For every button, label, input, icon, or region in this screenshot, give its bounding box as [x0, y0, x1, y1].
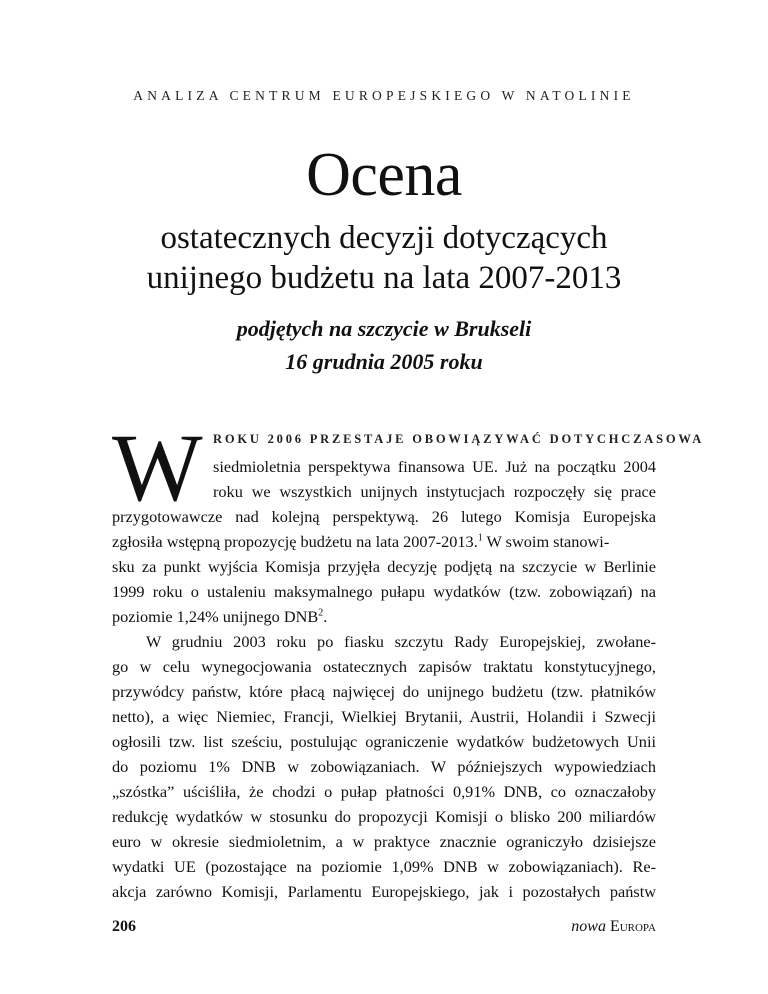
- text-line: przywódcy państw, które płacą najwięcej do unijnego budżetu (tzw. płatników: [112, 682, 656, 701]
- text-line: redukcję wydatków w stosunku do propozycji Komisji o blisko 200 miliardów: [112, 807, 656, 826]
- text-line: „szóstka” uściśliła, że chodzi o pułap płatności 0,91% DNB, co oznaczałoby: [112, 782, 656, 801]
- page-number: 206: [112, 918, 136, 935]
- text-line: [112, 529, 656, 554]
- subtitle-line-1: ostatecznych decyzji dotyczących: [160, 220, 608, 256]
- journal-name-italic: nowa: [571, 918, 606, 935]
- running-head: ANALIZA CENTRUM EUROPEJSKIEGO W NATOLINIE: [133, 88, 635, 103]
- journal-name-caps: Europa: [609, 918, 656, 935]
- text-line: 1999 roku o ustaleniu maksymalnego pułapu wydatków (tzw. zobowiązań) na: [112, 582, 656, 601]
- text-line: akcja zarówno Komisji, Parlamentu Europejskiego, jak i pozostałych państw: [112, 882, 656, 901]
- text-line: W grudniu 2003 roku po fiasku szczytu Rady Europejskiej, zwołane-: [146, 632, 656, 651]
- subsubtitle-line-2: 16 grudnia 2005 roku: [285, 349, 483, 374]
- page-title: Ocena: [306, 141, 462, 209]
- text-line: do poziomu 1% DNB w zobowiązaniach. W późniejszych wypowiedziach: [112, 757, 656, 776]
- text-segment: .: [323, 607, 328, 626]
- text-segment: poziomie 1,24% unijnego DNB: [112, 607, 319, 626]
- footnote-ref: 1: [477, 532, 483, 544]
- text-segment: W swoim stanowi-: [482, 532, 610, 551]
- subtitle: [0, 218, 768, 298]
- footnote-ref: 2: [318, 607, 324, 619]
- text-line: ogłosili tzw. list sześciu, postulując ograniczenie wydatków budżetowych Unii: [112, 732, 656, 751]
- text-line: sku za punkt wyjścia Komisja przyjęła decyzję podjętą na szczycie w Berlinie: [112, 557, 656, 576]
- text-line: wydatki UE (pozostające na poziomie 1,09% DNB w zobowiązaniach). Re-: [112, 857, 656, 876]
- text-line: siedmioletnia perspektywa finansowa UE. Już na początku 2004: [213, 457, 656, 476]
- text-line: roku we wszystkich unijnych instytucjach rozpoczęły się prace: [213, 482, 656, 501]
- journal-name: [571, 918, 656, 936]
- lead-in-caps: ROKU 2006 PRZESTAJE OBOWIĄZYWAĆ DOTYCHCZASOWA: [213, 432, 705, 446]
- subtitle-line-2: unijnego budżetu na lata 2007-2013: [146, 260, 622, 296]
- drop-cap: W: [112, 414, 203, 521]
- text-segment: zgłosiła wstępną propozycję budżetu na lata 2007-2013.: [112, 532, 478, 551]
- subsubtitle: [0, 312, 768, 378]
- text-line: przygotowawcze nad kolejną perspektywą. 26 lutego Komisja Europejska: [112, 507, 656, 526]
- text-line: euro w okresie siedmioletnim, a w praktyce znacznie ograniczyło dzisiejsze: [112, 832, 656, 851]
- text-line: go w celu wynegocjowania ostatecznych zapisów traktatu konstytucyjnego,: [112, 657, 656, 676]
- subsubtitle-line-1: podjętych na szczycie w Brukseli: [236, 316, 532, 341]
- text-line: [112, 604, 656, 629]
- text-line: netto), a więc Niemiec, Francji, Wielkiej Brytanii, Austrii, Holandii i Szwecji: [112, 707, 656, 726]
